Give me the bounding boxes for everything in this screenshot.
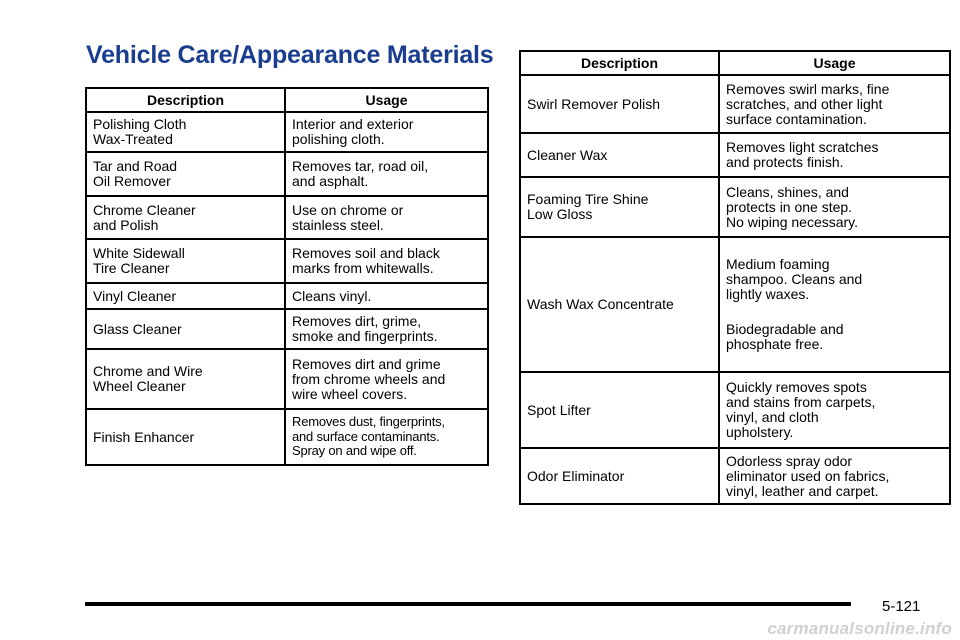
usage-text: Biodegradable and phosphate free. <box>726 321 844 352</box>
usage-text: Removes dust, fingerprints, and surface contaminants. Spray on and wipe off. <box>292 414 445 459</box>
usage-cell <box>285 196 488 239</box>
usage-text: Removes dirt, grime, smoke and fingerprints. <box>292 313 438 344</box>
description-cell: Swirl Remover Polish <box>520 75 719 133</box>
materials-table-right <box>519 50 951 505</box>
table-header-row <box>86 88 488 112</box>
description-cell: Tar and Road Oil Remover <box>86 152 285 196</box>
column-header-description: Description <box>520 51 719 75</box>
usage-text: Cleans vinyl. <box>292 287 372 304</box>
description-cell: Glass Cleaner <box>86 309 285 349</box>
usage-text: Removes dirt and grime from chrome wheels and wire wheel covers. <box>292 355 446 402</box>
description-cell: Vinyl Cleaner <box>86 283 285 309</box>
table-row <box>520 372 950 448</box>
description-cell: Wash Wax Concentrate <box>520 237 719 372</box>
table-header-row <box>520 51 950 75</box>
materials-table-left <box>85 87 489 466</box>
footer-rule <box>85 602 851 606</box>
usage-cell <box>285 239 488 283</box>
usage-text: Removes swirl marks, fine scratches, and other light surface contamination. <box>726 80 890 127</box>
usage-text: Quickly removes spots and stains from carpets, vinyl, and cloth upholstery. <box>726 379 876 440</box>
description-cell: Chrome and Wire Wheel Cleaner <box>86 349 285 409</box>
table-row <box>86 112 488 152</box>
table-row <box>520 237 950 372</box>
usage-text: Removes soil and black marks from whitewalls. <box>292 245 440 276</box>
usage-cell <box>285 283 488 309</box>
usage-cell <box>719 75 950 133</box>
usage-cell <box>285 112 488 152</box>
usage-text: Use on chrome or stainless steel. <box>292 201 404 233</box>
usage-cell <box>719 237 950 372</box>
usage-text: Medium foaming shampoo. Cleans and lightly waxes. <box>726 256 863 302</box>
description-cell: Foaming Tire Shine Low Gloss <box>520 177 719 237</box>
column-header-description: Description <box>86 88 285 112</box>
page-number: 5-121 <box>882 598 921 615</box>
usage-text: Cleans, shines, and protects in one step. No wiping necessary. <box>726 183 859 230</box>
right-table-body <box>520 75 950 504</box>
table-row <box>86 152 488 196</box>
usage-text: Odorless spray odor eliminator used on fabrics, vinyl, leather and carpet. <box>726 452 890 499</box>
page-title: Vehicle Care/Appearance Materials <box>86 41 494 69</box>
table-row <box>520 133 950 177</box>
usage-cell <box>719 448 950 504</box>
usage-cell <box>285 349 488 409</box>
usage-cell <box>719 177 950 237</box>
left-table-body <box>86 112 488 465</box>
description-cell: White Sidewall Tire Cleaner <box>86 239 285 283</box>
usage-text: Removes light scratches and protects finish. <box>726 139 879 170</box>
table-row <box>86 309 488 349</box>
table-row <box>520 75 950 133</box>
column-header-usage: Usage <box>285 88 488 112</box>
description-cell: Cleaner Wax <box>520 133 719 177</box>
usage-cell <box>285 309 488 349</box>
description-cell: Chrome Cleaner and Polish <box>86 196 285 239</box>
table-row <box>86 409 488 465</box>
table-row <box>520 177 950 237</box>
usage-text: Removes tar, road oil, and asphalt. <box>292 158 429 189</box>
usage-cell <box>719 372 950 448</box>
usage-text: Interior and exterior polishing cloth. <box>292 116 414 147</box>
description-cell: Odor Eliminator <box>520 448 719 504</box>
description-cell: Polishing Cloth Wax-Treated <box>86 112 285 152</box>
usage-cell <box>719 133 950 177</box>
table-row <box>86 239 488 283</box>
column-header-usage: Usage <box>719 51 950 75</box>
table-row <box>520 448 950 504</box>
usage-cell <box>285 152 488 196</box>
watermark: carmanualsonline.info <box>767 619 952 638</box>
description-cell: Finish Enhancer <box>86 409 285 465</box>
table-row <box>86 349 488 409</box>
table-row <box>86 283 488 309</box>
usage-cell <box>285 409 488 465</box>
table-row <box>86 196 488 239</box>
description-cell: Spot Lifter <box>520 372 719 448</box>
